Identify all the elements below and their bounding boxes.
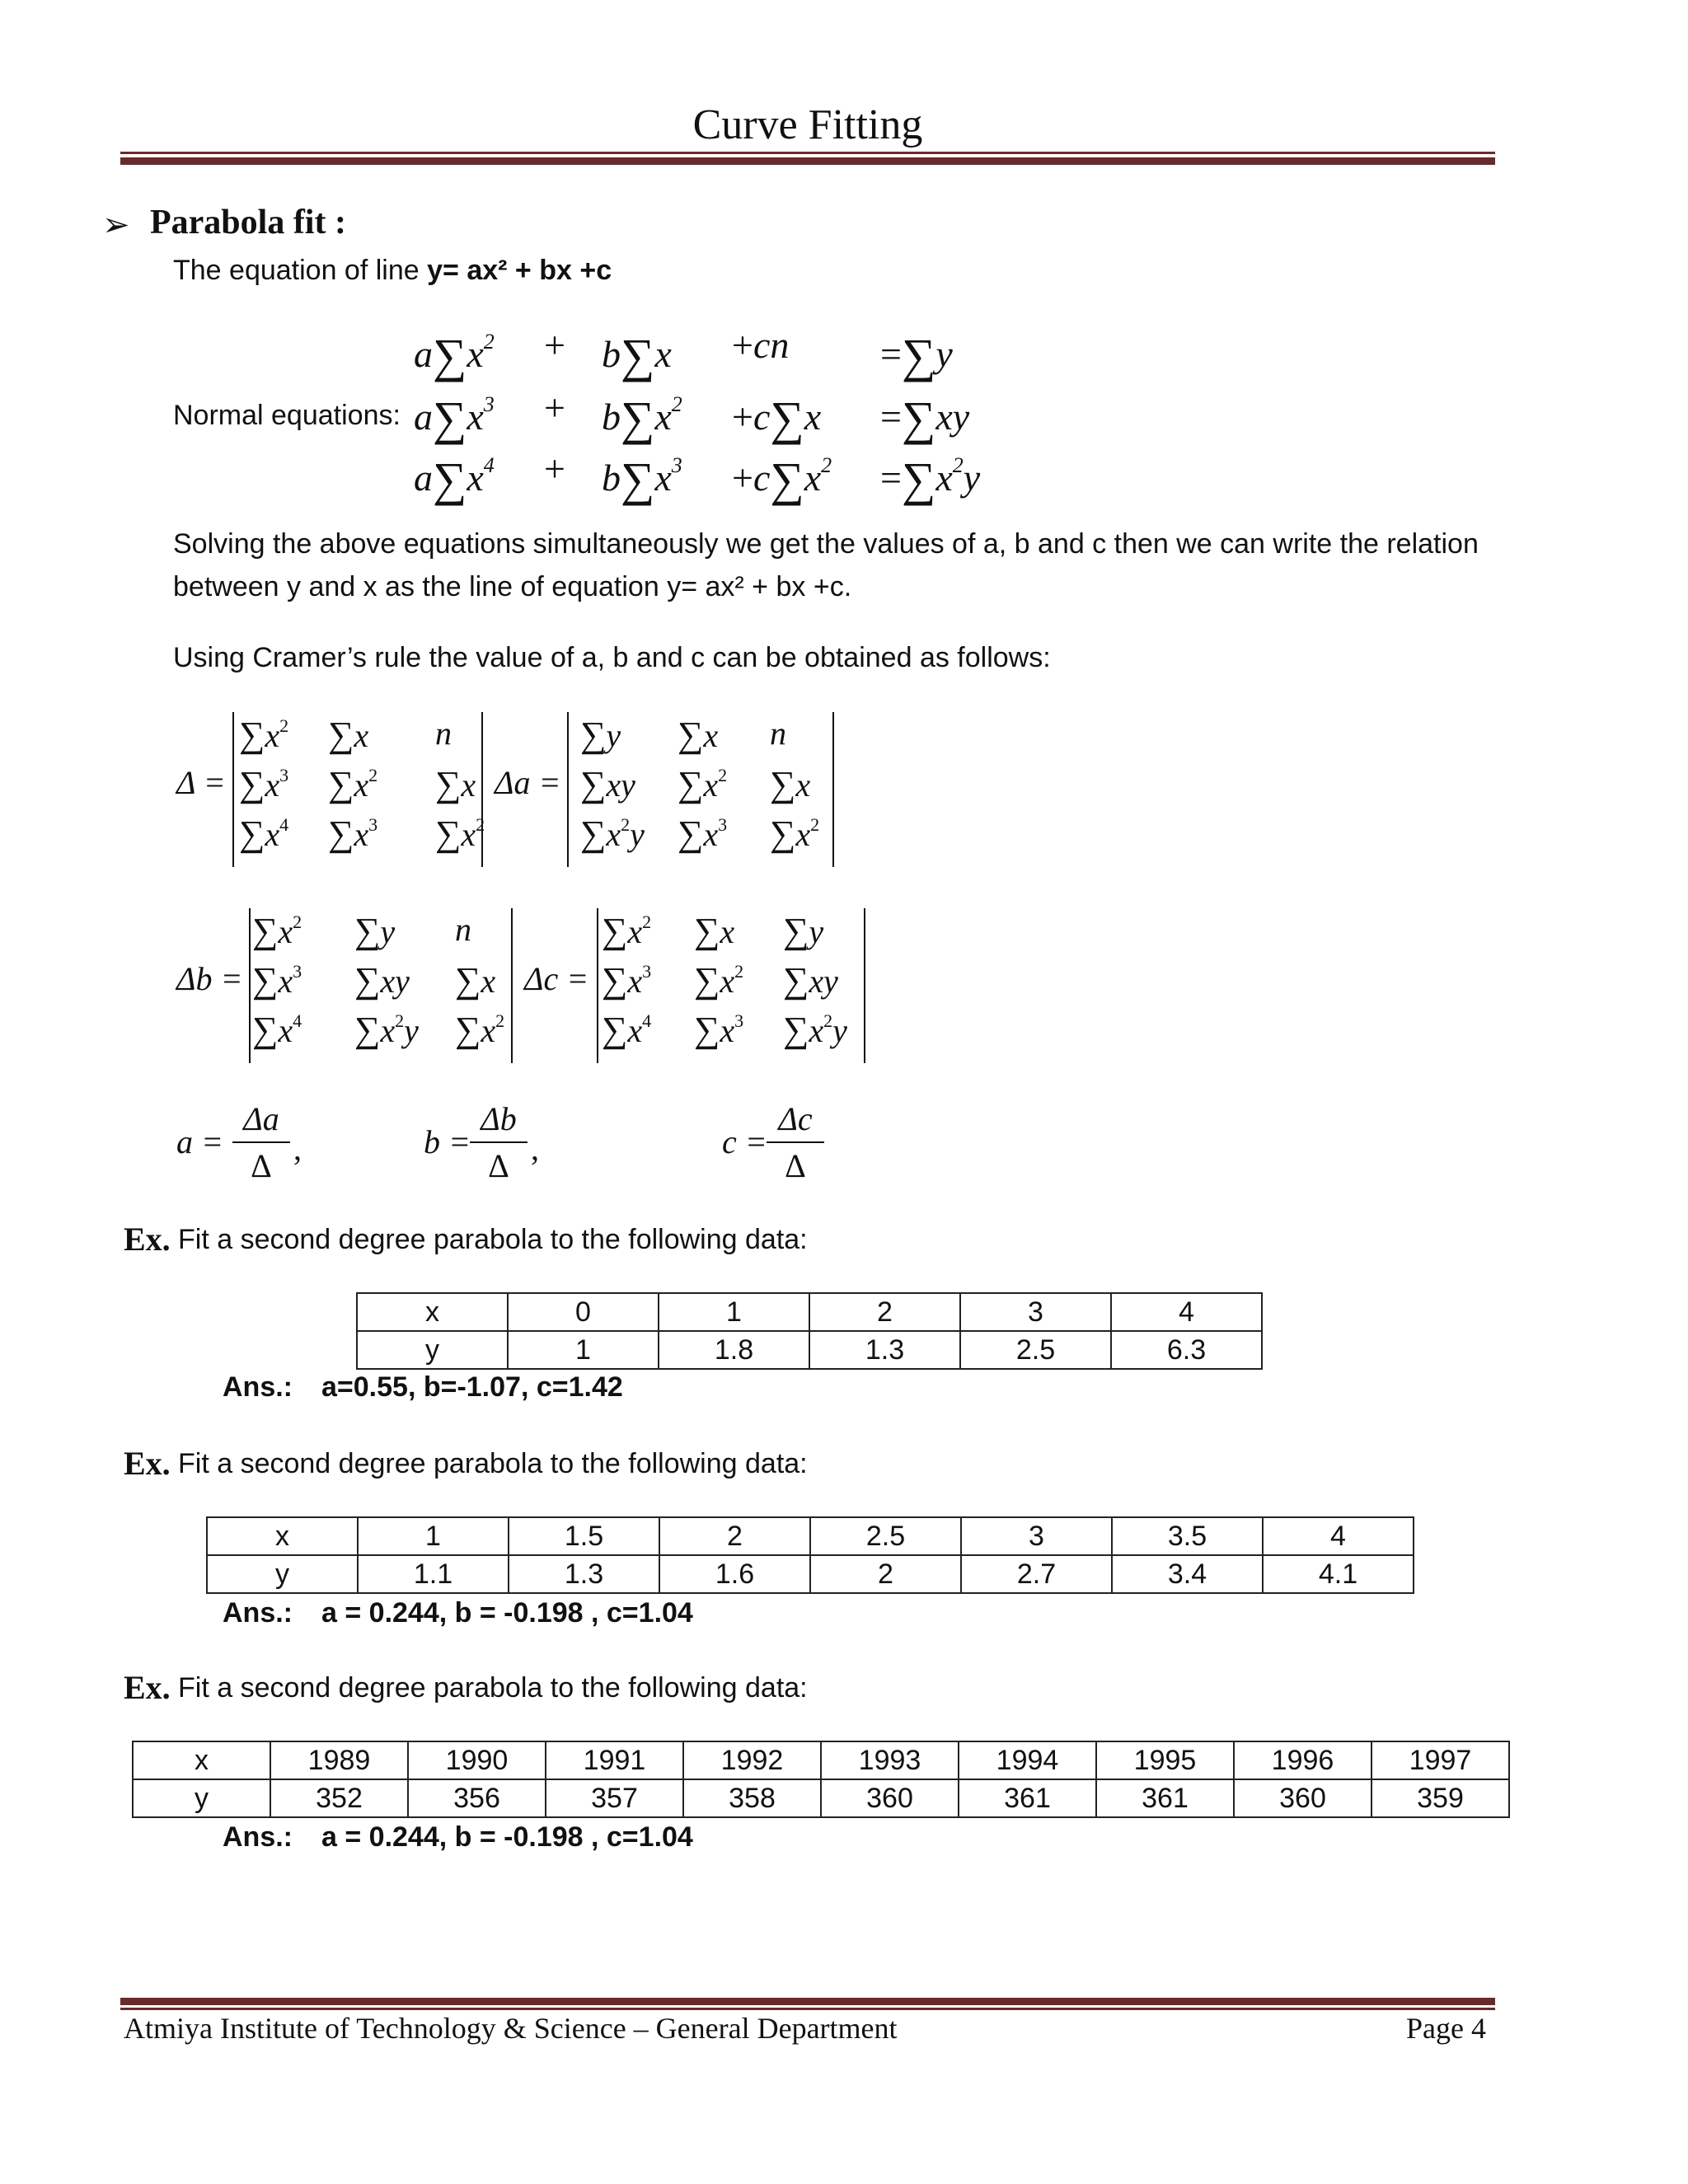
table-cell: 2.5 [960,1331,1111,1369]
table-cell: 1997 [1372,1741,1509,1779]
solution-a-lhs: a = [176,1123,223,1160]
determinant-entry: $\sum x^2$ [694,960,744,1001]
table-cell: 1996 [1234,1741,1372,1779]
table-cell: y [357,1331,508,1369]
determinant-bar-right [864,908,865,1063]
footer-rule-thick [120,1998,1495,2005]
cramers-rule-text: Using Cramer’s rule the value of a, b and c can be obtained as follows: [173,642,1051,673]
determinant-entry: ∑x [770,764,811,804]
example-instruction: Fit a second degree parabola to the following data: [178,1224,808,1255]
solution-separator: , [293,1130,302,1167]
determinant-entry: $\sum x^3$ [694,1010,744,1050]
determinant-entry: $\sum x^4$ [602,1010,652,1050]
table-cell: 1.3 [809,1331,960,1369]
page-header-title: Curve Fitting [692,101,923,148]
table-row-y [133,1779,1509,1817]
table-cell: 1990 [408,1741,546,1779]
solution-c-fraction [767,1099,824,1185]
paragraph-line-2: between y and x as the line of equation y= ax² + bx +c. [173,571,852,602]
determinant-entry: ∑x [694,911,735,951]
table-cell: 359 [1372,1779,1509,1817]
bullet-arrow-icon: ➢ [102,207,130,243]
table-cell: 356 [408,1779,546,1817]
header-rule-thick [120,157,1495,165]
table-cell: 1 [358,1517,509,1555]
determinant-entry: ∑y [783,911,824,951]
normal-eq-term: =∑y [880,329,953,382]
determinant-entry: $\sum x^2$ [455,1010,505,1050]
solution-b-fraction [470,1099,528,1185]
intro-line [173,249,612,292]
determinant-entry: ∑y [354,911,396,951]
determinant-bar-left [249,908,251,1063]
table-cell: 1.5 [509,1517,659,1555]
table-cell: 352 [270,1779,408,1817]
determinant-entry: $\sum x^2$ [239,715,289,755]
table-cell: 3 [961,1517,1112,1555]
determinant-entry: $\sum x^2$ [678,764,728,804]
answer-label: Ans.: [223,1371,293,1403]
fraction-bar [232,1141,290,1143]
normal-eq-term: $a\sum x^4$ [414,452,495,506]
determinant-entry: $\sum x^2$ [435,813,485,854]
table-cell: x [357,1293,508,1331]
footer-rule-thin [120,2008,1495,2010]
data-table [206,1516,1414,1594]
table-cell: 2 [810,1555,961,1593]
normal-eq-term: $a\sum x^3$ [414,391,495,445]
determinant-entry: ∑xy [580,764,635,804]
normal-eq-term: + [544,324,565,366]
normal-equations-label: Normal equations: [173,400,401,431]
table-cell: 3.4 [1112,1555,1263,1593]
table-cell: x [207,1517,358,1555]
solution-b-lhs: b = [424,1123,471,1160]
determinant-entry: $\sum x^2y$ [354,1010,419,1050]
determinant-entry: ∑x [678,715,719,755]
determinant-entry: $\sum x^2y$ [783,1010,847,1050]
table-cell: 2 [809,1293,960,1331]
table-cell: 4 [1111,1293,1262,1331]
determinant-entry: $\sum x^2$ [328,764,378,804]
determinant-entry: ∑xy [783,960,838,1001]
determinant-label: Δ = [176,764,226,801]
normal-eq-term: +cn [732,324,790,366]
answer-label: Ans.: [223,1821,293,1853]
determinant-label: Δc = [524,960,589,997]
determinant-bar-left [597,908,598,1063]
normal-eq-term: $b\sum x^2$ [602,391,682,445]
determinant-label: Δb = [176,960,243,997]
table-cell: 1992 [683,1741,821,1779]
solution-separator: , [531,1130,539,1167]
table-cell: 1995 [1096,1741,1234,1779]
table-cell: 6.3 [1111,1331,1262,1369]
fraction-numerator: Δb [481,1100,517,1137]
section-heading: Parabola fit : [150,204,346,241]
data-table [356,1292,1263,1370]
data-table [132,1741,1510,1818]
example-label: Ex. [124,1669,171,1706]
table-cell: 4.1 [1263,1555,1414,1593]
example-instruction: Fit a second degree parabola to the following data: [178,1448,808,1479]
table-cell: 360 [821,1779,959,1817]
determinant-bar-left [232,712,234,867]
table-cell: 1 [659,1293,809,1331]
determinant-entry: $\sum x^4$ [239,813,289,854]
table-cell: 3 [960,1293,1111,1331]
answer-values: a=0.55, b=-1.07, c=1.42 [321,1371,623,1403]
determinant-entry: ∑xy [354,960,410,1001]
table-row-x [207,1517,1414,1555]
normal-eq-term: $a\sum x^2$ [414,329,495,382]
fraction-bar [767,1141,824,1143]
table-row-y [207,1555,1414,1593]
determinant-entry: $\sum x^3$ [328,813,378,854]
determinant-bar-left [567,712,569,867]
table-cell: 360 [1234,1779,1372,1817]
table-cell: y [207,1555,358,1593]
normal-eq-term: +c∑x [732,391,822,445]
table-cell: 1993 [821,1741,959,1779]
footer-page-number: Page 4 [1406,2012,1486,2045]
table-cell: 1989 [270,1741,408,1779]
fraction-numerator: Δa [243,1100,279,1137]
solution-c-lhs: c = [722,1123,767,1160]
determinant-entry: $\sum x^3$ [239,764,289,804]
table-cell: 2 [659,1517,810,1555]
normal-eq-term: $b\sum x^3$ [602,452,682,506]
determinant-entry: $\sum x^2$ [770,813,820,854]
determinant-entry: ∑x [435,764,476,804]
table-cell: 0 [508,1293,659,1331]
table-cell: 1.8 [659,1331,809,1369]
answer-values: a = 0.244, b = -0.198 , c=1.04 [321,1597,693,1629]
intro-equation: y= ax² + bx +c [427,255,612,286]
table-cell: 2.5 [810,1517,961,1555]
intro-prefix: The equation of line [173,255,428,286]
example-instruction: Fit a second degree parabola to the following data: [178,1672,808,1704]
table-cell: y [133,1779,270,1817]
determinant-bar-right [511,908,513,1063]
determinant-entry: $\sum x^3$ [252,960,302,1001]
determinant-entry: $\sum x^3$ [678,813,728,854]
determinant-entry: $\sum x^4$ [252,1010,302,1050]
table-cell: 1994 [959,1741,1096,1779]
table-row-x [133,1741,1509,1779]
determinant-entry: $\sum x^2$ [602,911,652,951]
example-label: Ex. [124,1445,171,1482]
determinant-entry: ∑x [455,960,496,1001]
fraction-denominator: Δ [785,1147,806,1184]
table-cell: 1.3 [509,1555,659,1593]
normal-eq-term: + [544,448,565,490]
normal-eq-term: b∑x [602,329,672,382]
determinant-entry: $\sum x^2y$ [580,813,645,854]
normal-eq-term: $=\sum x^2y$ [880,452,981,506]
table-cell: 357 [546,1779,683,1817]
determinant-bar-right [832,712,834,867]
table-cell: 1 [508,1331,659,1369]
example-label: Ex. [124,1221,171,1258]
table-cell: x [133,1741,270,1779]
determinant-entry: $\sum x^3$ [602,960,652,1001]
footer-institute: Atmiya Institute of Technology & Science – General Department [124,2012,898,2045]
table-cell: 2.7 [961,1555,1112,1593]
fraction-numerator: Δc [778,1100,813,1137]
determinant-entry: ∑y [580,715,621,755]
determinant-label: Δa = [495,764,561,801]
determinant-entry: n [435,715,452,752]
table-row-x [357,1293,1262,1331]
fraction-denominator: Δ [488,1147,509,1184]
answer-values: a = 0.244, b = -0.198 , c=1.04 [321,1821,693,1853]
normal-eq-term: =∑xy [880,391,970,445]
table-cell: 358 [683,1779,821,1817]
determinant-entry: n [455,911,471,948]
header-rule-thin [120,152,1495,154]
table-cell: 361 [1096,1779,1234,1817]
table-cell: 1.1 [358,1555,509,1593]
determinant-entry: $\sum x^2$ [252,911,302,951]
table-cell: 3.5 [1112,1517,1263,1555]
solution-a-fraction [232,1099,290,1185]
paragraph-line-1: Solving the above equations simultaneously we get the values of a, b and c then we can write the relation [173,528,1479,560]
normal-eq-term: $+c\sum x^2$ [732,452,832,506]
table-row-y [357,1331,1262,1369]
determinant-entry: n [770,715,786,752]
table-cell: 361 [959,1779,1096,1817]
answer-label: Ans.: [223,1597,293,1629]
table-cell: 1.6 [659,1555,810,1593]
table-cell: 1991 [546,1741,683,1779]
fraction-bar [470,1141,528,1143]
normal-eq-term: + [544,387,565,429]
table-cell: 4 [1263,1517,1414,1555]
fraction-denominator: Δ [251,1147,272,1184]
determinant-entry: ∑x [328,715,369,755]
